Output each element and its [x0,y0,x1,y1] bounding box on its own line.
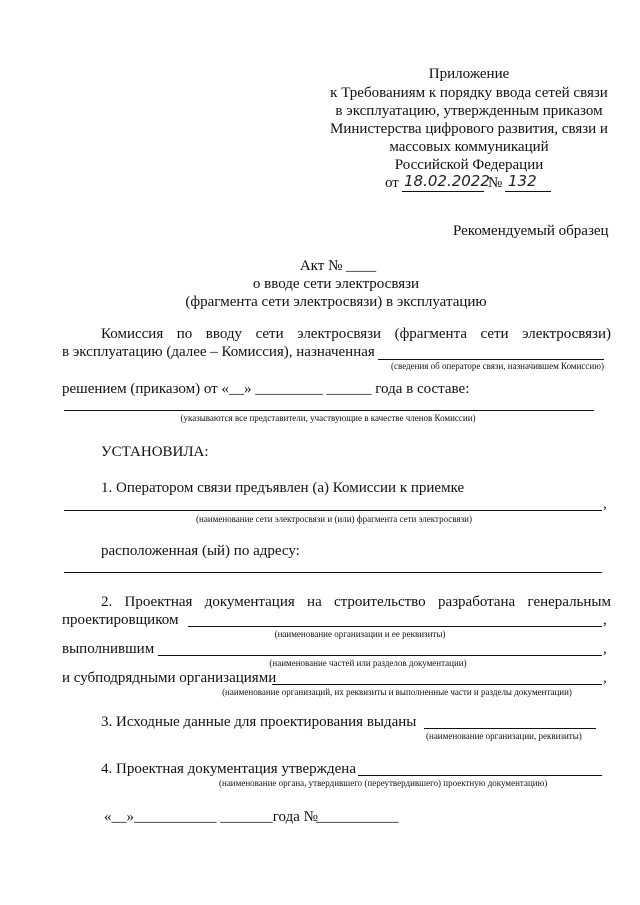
approval-field[interactable] [358,775,602,776]
header-line-3: в эксплуатацию, утвержденным приказом [335,103,603,119]
date-prefix: от [385,175,399,191]
source-data-hint: (наименование организации, реквизиты) [426,731,582,741]
operator-field[interactable] [378,359,604,360]
item4-text: 4. Проектная документация утверждена [101,761,356,777]
act-subtitle-1: о вводе сети электросвязи [252,276,420,292]
footer-date: «__»___________ _______года № [104,809,318,825]
commission-line-2: в эксплуатацию (далее – Комиссия), назначенная [62,344,375,360]
header-line-1: Приложение [428,66,510,82]
act-title: Акт № ____ [299,258,377,274]
subcontractors-label: и субподрядными организациями [62,670,277,686]
operator-hint: (сведения об операторе связи, назначившем Комиссию) [391,361,604,371]
decision-line: решением (приказом) от «__» _________ ______ года в составе: [62,381,470,397]
act-subtitle-2: (фрагмента сети электросвязи) в эксплуатацию [185,294,487,310]
established-heading: УСТАНОВИЛА: [101,444,209,460]
subcontractors-hint: (наименование организаций, их реквизиты и выполненные части и разделы документации) [222,687,572,697]
network-name-hint: (наименование сети электросвязи и (или) фрагмента сети электросвязи) [196,514,472,524]
recommended-sample: Рекомендуемый образец [453,223,609,239]
designer-comma: , [603,612,607,628]
members-field[interactable] [64,410,594,411]
address-label: расположенная (ый) по адресу: [101,543,300,559]
number-value: 132 [508,172,537,190]
members-hint: (указываются все представители, участвующие в качестве членов Комиссии) [180,413,476,423]
performer-field[interactable] [158,655,602,656]
header-line-4: Министерства цифрового развития, связи и [330,121,608,137]
footer-number: ___________ [316,809,399,825]
designer-field[interactable] [188,626,602,627]
header-line-5: массовых коммуникаций [389,139,549,155]
designer-label: проектировщиком [62,612,179,628]
item1-text: 1. Оператором связи предъявлен (а) Комиссии к приемке [101,480,465,496]
date-value: 18.02.2022 [404,172,490,190]
item2-line-1: 2. Проектная документация на строительство разработана генеральным [101,594,611,610]
subcontractors-comma: , [603,670,607,686]
date-underline [402,191,484,192]
approval-hint: (наименование органа, утвердившего (переутвердившего) проектную документацию) [219,778,548,788]
network-name-field[interactable] [64,510,602,511]
performer-hint: (наименование частей или разделов документации) [269,658,467,668]
header-line-2: к Требованиям к порядку ввода сетей связи [330,85,608,101]
source-data-field[interactable] [424,728,596,729]
performer-comma: , [603,641,607,657]
item1-comma: , [603,496,607,512]
designer-hint: (наименование организации и ее реквизиты) [274,629,446,639]
commission-line-1: Комиссия по вводу сети электросвязи (фрагмента сети электросвязи) [101,326,611,342]
performer-label: выполнившим [62,641,155,657]
number-underline [505,191,551,192]
item3-text: 3. Исходные данные для проектирования выданы [101,714,417,730]
address-field[interactable] [64,572,602,573]
subcontractors-field[interactable] [272,684,602,685]
header-line-6: Российской Федерации [394,157,544,173]
number-prefix: № [488,175,503,191]
